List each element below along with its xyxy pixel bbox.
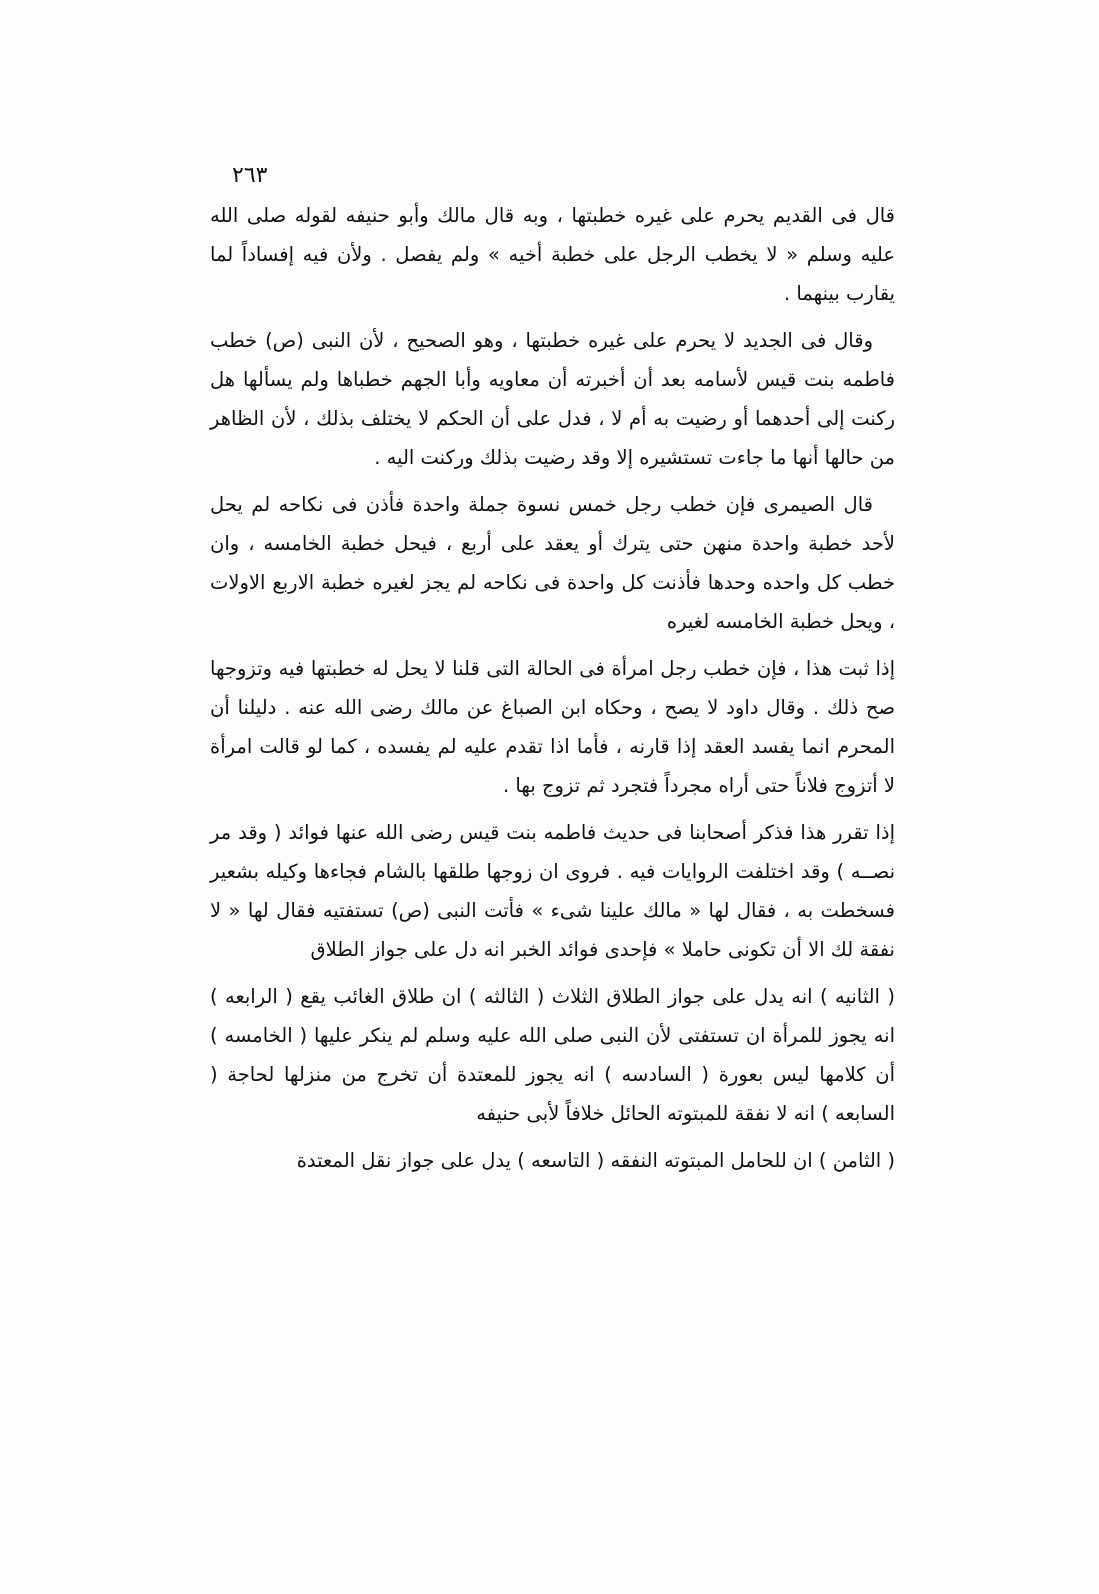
paragraph: قال فى القديم يحرم على غيره خطبتها ، وبه قال مالك وأبو حنيفه لقوله صلى الله عليه وسلم « لا يخطب الرجل على خطبة أخيه » ولم يفصل . ولأن فيه إفساداً لما يقارب بينهما . bbox=[210, 204, 895, 305]
paragraph: ( الثانيه ) انه يدل على جواز الطلاق الثلاث ( الثالثه ) ان طلاق الغائب يقع ( الرابعه ) انه يجوز للمرأة ان تستفتى لأن النبى صلى الله عليه وسلم لم ينكر عليها ( الخامسه ) أن كلامها ليس بعورة ( السادسه ) انه يجوز للمعتدة أن تخرج من منزلها لحاجة ( السابعه ) انه لا نفقة للمبتوته الحائل خلافاً لأبى حنيفه bbox=[210, 985, 895, 1125]
paragraph: إذا ثبت هذا ، فإن خطب رجل امرأة فى الحالة التى قلنا لا يحل له خطبتها فيه وتزوجها صح ذلك . وقال داود لا يصح ، وحكاه ابن الصباغ عن مالك رضى الله عنه . دليلنا أن المحرم انما يفسد العقد إذا قارنه ، فأما اذا تقدم عليه لم يفسده ، كما لو قالت امرأة لا أتزوج فلاناً حتى أراه مجرداً فتجرد ثم تزوج بها . bbox=[210, 657, 895, 797]
page-number: ٢٦٣ bbox=[232, 163, 268, 188]
paragraph: وقال فى الجديد لا يحرم على غيره خطبتها ، وهو الصحيح ، لأن النبى (ص) خطب فاطمه بنت قيس لأسامه بعد أن أخبرته أن معاويه وأبا الجهم خطباها ولم يسألها هل ركنت إلى أحدهما أو رضيت به أم لا ، فدل على أن الحكم لا يختلف بذلك ، لأن الظاهر من حالها أنها ما جاءت تستشيره إلا وقد رضيت بذلك وركنت اليه . bbox=[210, 329, 895, 469]
paragraph: قال الصيمرى فإن خطب رجل خمس نسوة جملة واحدة فأذن فى نكاحه لم يحل لأحد خطبة واحدة منهن حتى يترك أو يعقد على أربع ، فيحل خطبة الخامسه ، وان خطب كل واحده وحدها فأذنت كل واحدة فى نكاحه لم يجز لغيره خطبة الاربع الاولات ، ويحل خطبة الخامسه لغيره bbox=[210, 493, 895, 633]
paragraph: ( الثامن ) ان للحامل المبتوته النفقه ( التاسعه ) يدل على جواز نقل المعتدة bbox=[296, 1149, 895, 1172]
paragraph: إذا تقرر هذا فذكر أصحابنا فى حديث فاطمه بنت قيس رضى الله عنها فوائد ( وقد مر نصــه ) وقد اختلفت الروايات فيه . فروى ان زوجها طلقها بالشام فجاءها وكيله بشعير فسخطت به ، فقال لها « مالك علينا شىء » فأتت النبى (ص) تستفتيه فقال لها « لا نفقة لك الا أن تكونى حاملا » فإحدى فوائد الخبر انه دل على جواز الطلاق bbox=[210, 821, 895, 961]
body-text bbox=[210, 196, 895, 1188]
